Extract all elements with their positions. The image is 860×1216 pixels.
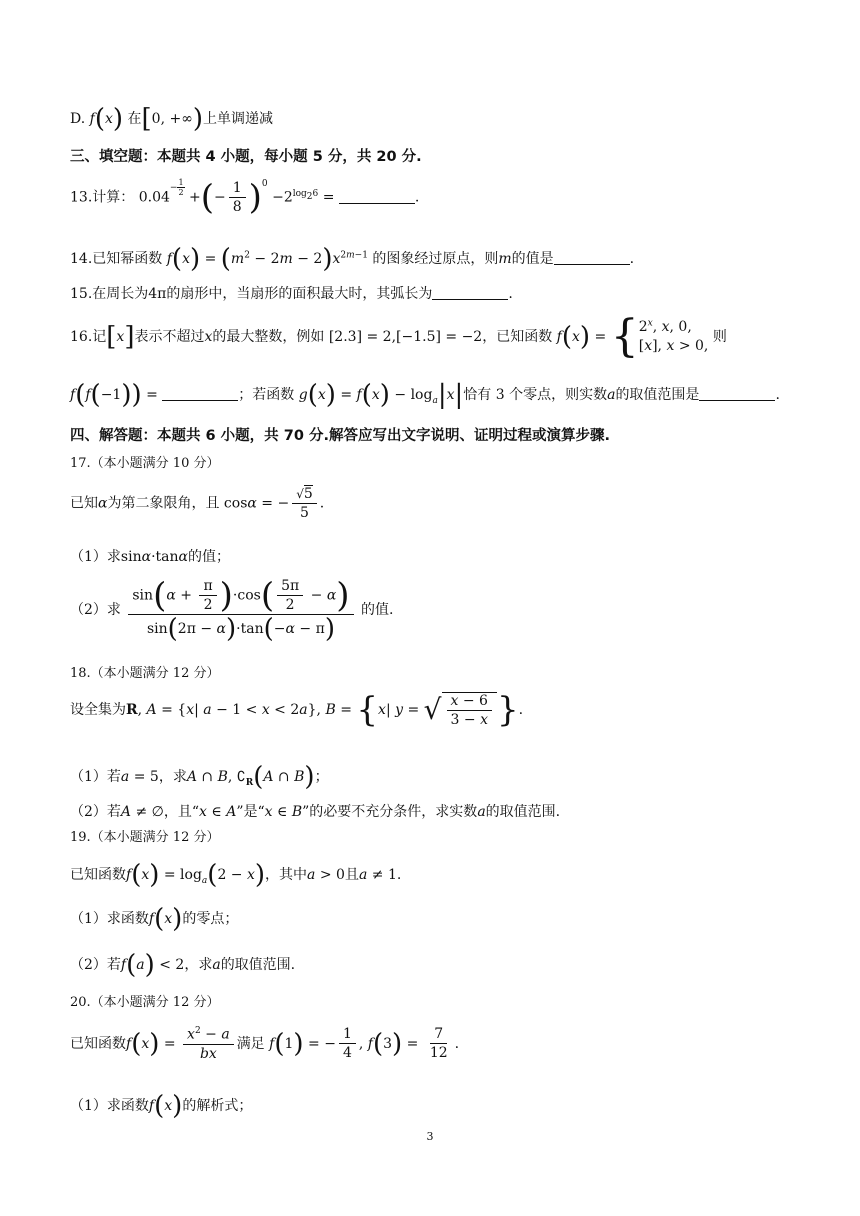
question-17-part2: （2）求 sin(α + $\frac{\pi}{2}$ )·cos( $\frac{5\pi}{2}$ − α) sin(2π − α)·tan(−α − π) 的值. [70,575,394,645]
question-18-part1: （1）若a = 5，求A ∩ B, $∁_R(A$ ∩ B)； [70,762,329,792]
answer-blank[interactable] [699,386,775,401]
question-13: 13.计算： $0.04^{- \frac{1}{2}}$ +(− $\frac{1}{8}$ )$^0 -2^{log_26}$ = . [70,177,420,218]
question-20-part1: （1）求函数f(x)的解析式； [70,1091,253,1121]
question-18-header: 18.（本小题满分 12 分） [70,666,220,681]
question-19-stem: 已知函数$f(x) = \log_a(2 - x)$，其中a > 0且a ≠ 1. [70,860,402,890]
question-16-line2: f(f(−1)) = ；若函数 $g(x) = f(x) - \log_a|x|$恰有 3 个零点，则实数a的取值范围是 . [70,380,780,410]
option-label: D. [70,111,86,127]
question-20-header: 20.（本小题满分 12 分） [70,995,220,1010]
question-17-part1: （1）求sinα·tanα的值； [70,549,230,565]
question-20-stem: 已知函数f(x) = $\frac{x^2 - a}{bx}$ 满足 f(1) = − $\frac{1}{4}$ , f(3) = $\frac{7}{12}$ . [70,1026,460,1062]
section-heading-answer: 四、解答题：本题共 6 小题，共 70 分.解答应写出文字说明、证明过程或演算步骤. [70,428,610,444]
answer-blank[interactable] [554,250,630,265]
section-heading-fill-in: 三、填空题：本题共 4 小题，每小题 5 分，共 20 分. [70,149,422,165]
question-16: 16.记[x]表示不超过x的最大整数，例如 [2.3] = 2,[−1.5] = −2，已知函数 $f(x) = \{2^x$, x, 0, [x], x > 0, 则 [70,311,727,362]
question-17-stem: 已知α为第二象限角，且 cosα = − $\frac{√5}{5}$ . [70,486,325,522]
question-15: 15.在周长为4π的扇形中，当扇形的面积最大时，其弧长为 . [70,286,513,302]
answer-blank[interactable] [162,386,238,401]
answer-blank[interactable] [432,285,508,300]
page-number: 3 [426,1130,434,1143]
question-18-stem: 设全集为R, A = {x| a − 1 < x < 2a}, B = {x| y = √ $\frac{x - 6}{3 - x}$ }. [70,690,524,731]
question-17-header: 17.（本小题满分 10 分） [70,456,220,471]
question-19-part1: （1）求函数f(x)的零点； [70,904,239,934]
question-19-header: 19.（本小题满分 12 分） [70,830,220,845]
question-19-part2: （2）若f(a) < 2，求a的取值范围. [70,950,296,980]
answer-blank[interactable] [339,189,415,204]
question-18-part2: （2）若A ≠ ∅，且“x ∈ A”是“x ∈ B”的必要不充分条件，求实数a的取值范围. [70,804,561,820]
option-text-end: 上单调递减 [203,111,274,127]
option-text: 在 [127,111,142,127]
option-d: D. f(x) 在[0, +∞)上单调递减 [70,104,274,134]
question-14: 14.已知幂函数 $f(x) = (m^2 - 2m - 2)x^{2m-1}$ 的图象经过原点，则m的值是 . [70,244,635,274]
